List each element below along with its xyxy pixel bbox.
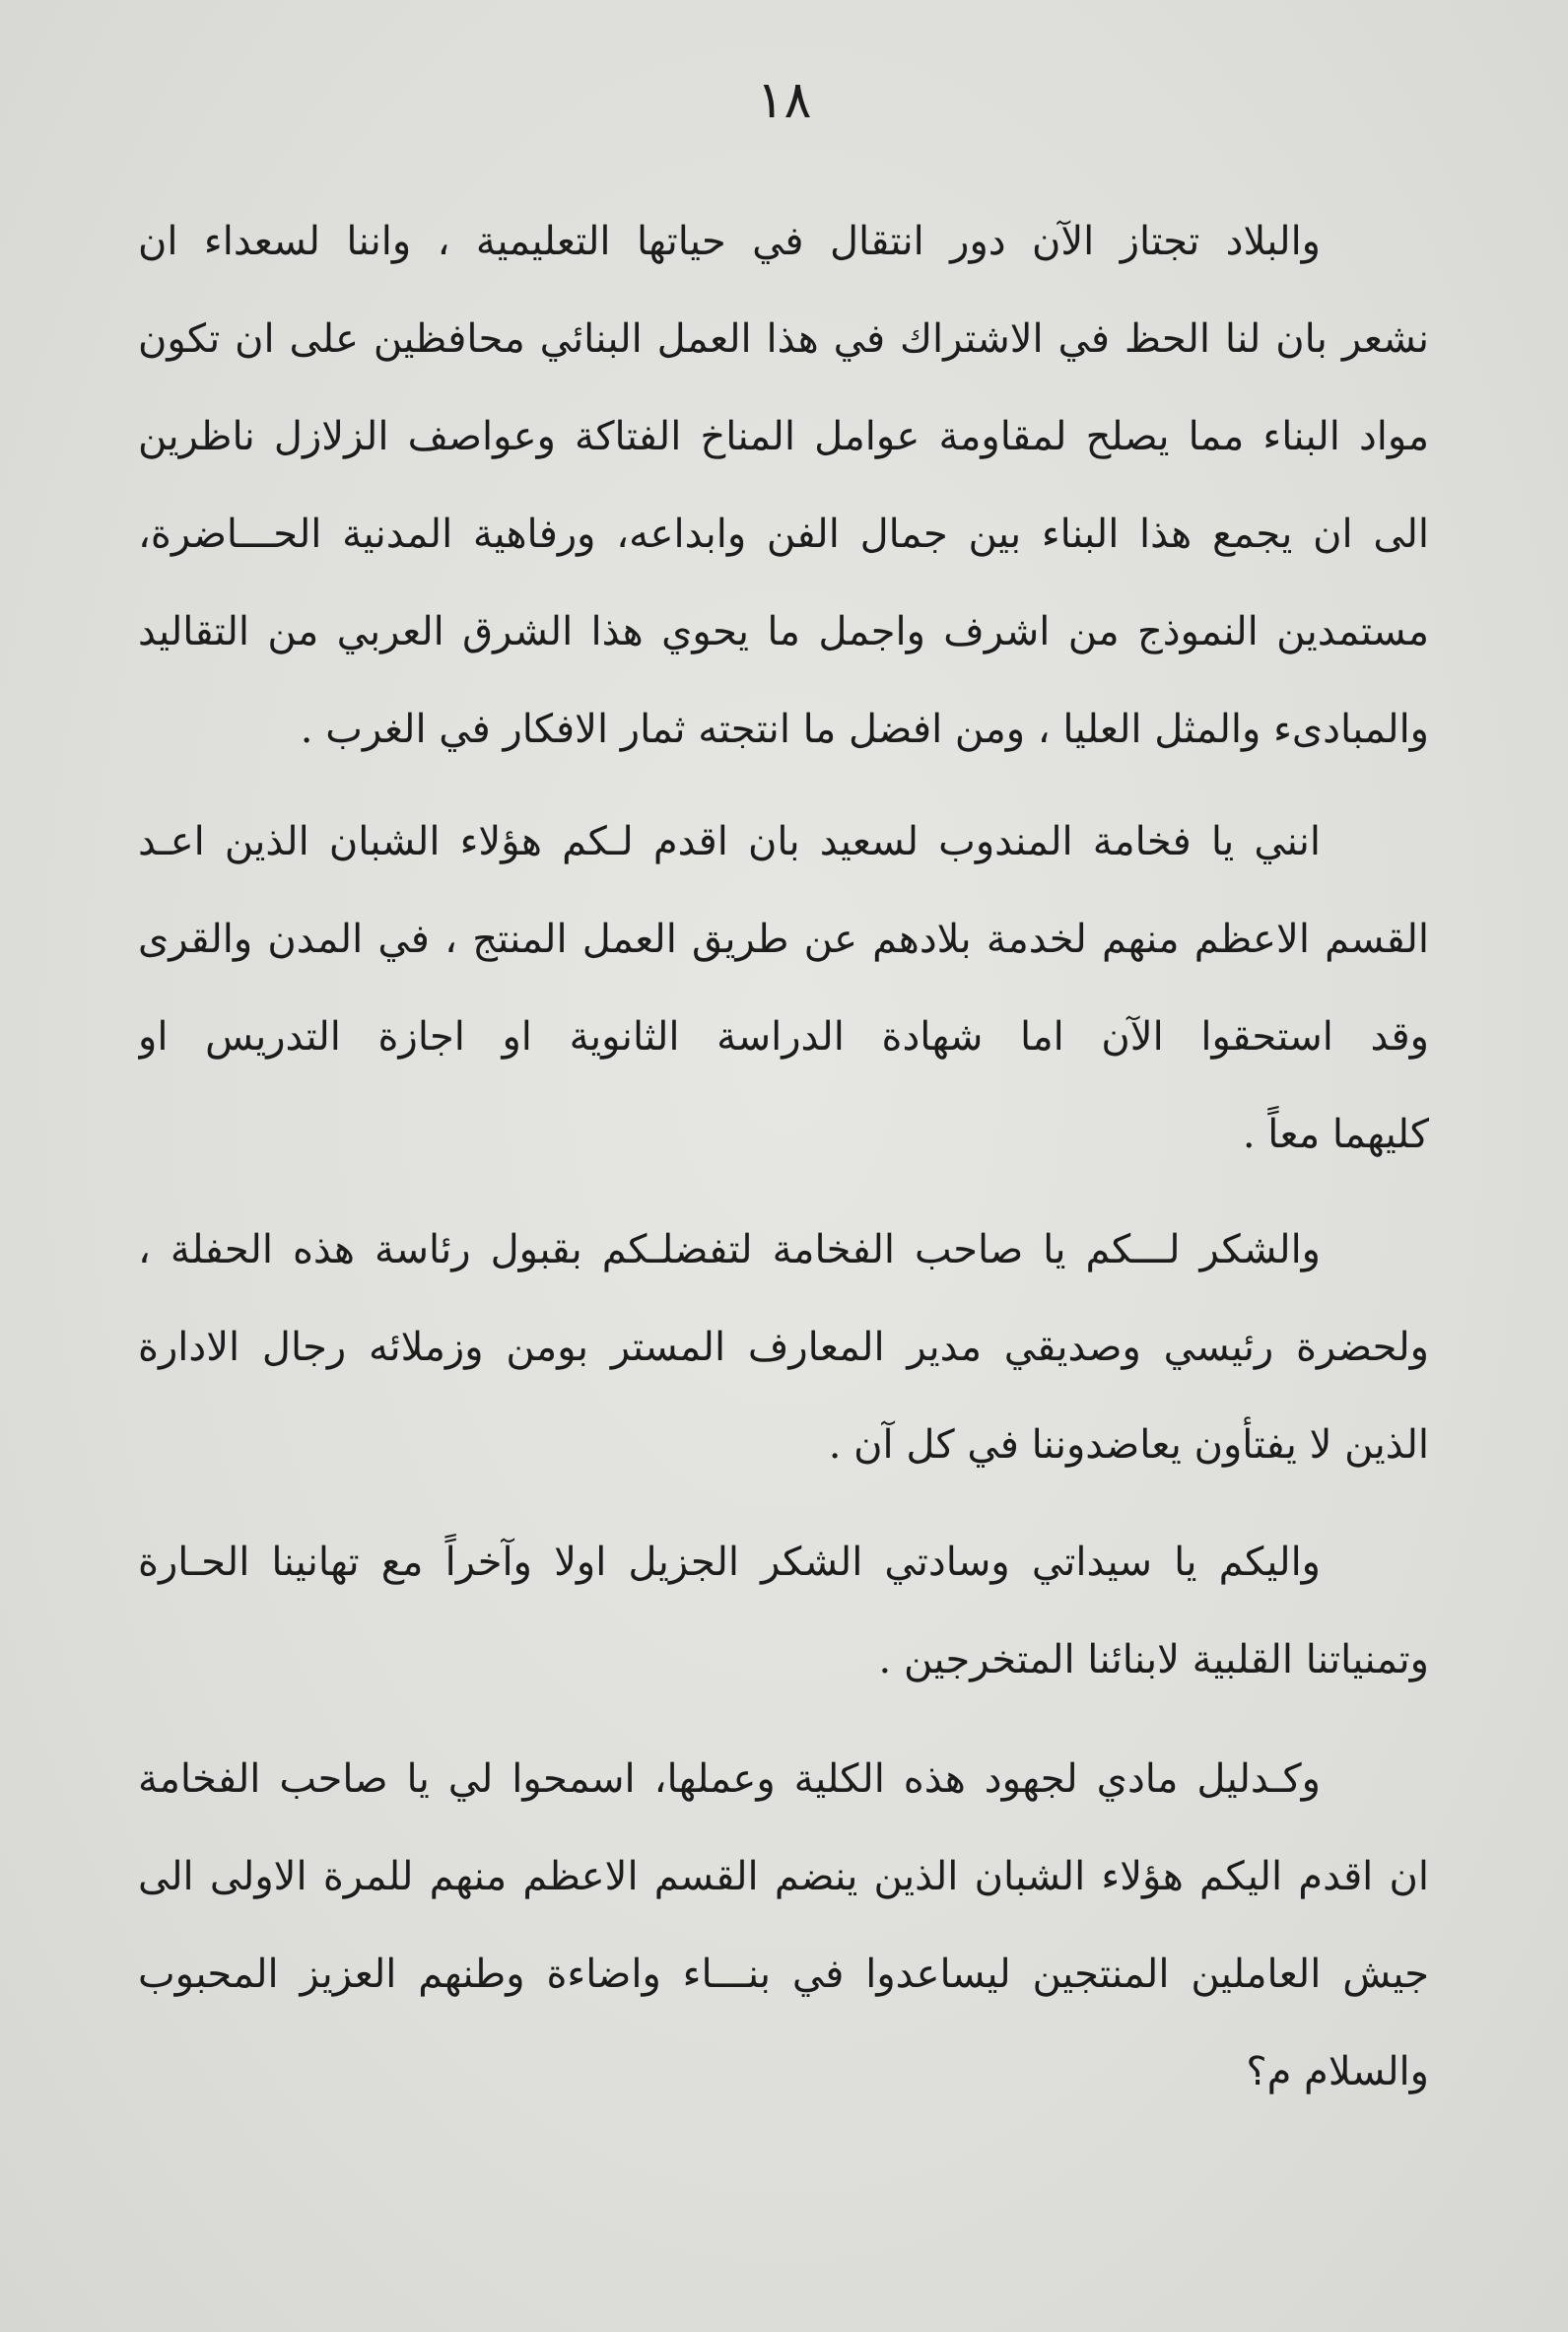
- text-line: مواد البناء مما يصلح لمقاومة عوامل المناخ الفتاكة وعواصف الزلازل ناظرين: [138, 414, 1429, 459]
- paragraph-5: [138, 1731, 1429, 2121]
- text-line: الذين لا يفتأون يعاضدوننا في كل آن .: [828, 1422, 1429, 1468]
- text-line: نشعر بان لنا الحظ في الاشتراك في هذا العمل البنائي محافظين على ان تكون: [138, 316, 1429, 362]
- text-line: وكـدليل مادي لجهود هذه الكلية وعملها، اسمحوا لي يا صاحب الفخامة: [138, 1756, 1321, 1802]
- paragraph-2: [138, 793, 1429, 1184]
- page-number: ١٨: [756, 71, 812, 130]
- text-line: والشكر لـــكم يا صاحب الفخامة لتفضلـكم بقبول رئاسة هذه الحفلة ،: [138, 1227, 1321, 1272]
- text-line: ان اقدم اليكم هؤلاء الشبان الذين ينضم القسم الاعظم منهم للمرة الاولى الى: [138, 1854, 1429, 1899]
- body-text: [138, 193, 1429, 2121]
- text-line: والبلاد تجتاز الآن دور انتقال في حياتها التعليمية ، واننا لسعداء ان: [138, 219, 1321, 264]
- text-line: والسلام م؟: [1246, 2049, 1429, 2094]
- text-line: الى ان يجمع هذا البناء بين جمال الفن وابداعه، ورفاهية المدنية الحـــاضرة،: [138, 512, 1429, 557]
- text-line: والمبادىء والمثل العليا ، ومن افضل ما انتجته ثمار الافكار في الغرب .: [300, 707, 1429, 752]
- text-line: كليهما معاً .: [1242, 1112, 1429, 1157]
- text-line: واليكم يا سيداتي وسادتي الشكر الجزيل اولا وآخراً مع تهانينا الحـارة: [138, 1540, 1321, 1585]
- paragraph-3: [138, 1201, 1429, 1494]
- text-line: جيش العاملين المنتجين ليساعدوا في بنـــاء واضاءة وطنهم العزيز المحبوب: [138, 1952, 1429, 1997]
- text-line: مستمدين النموذج من اشرف واجمل ما يحوي هذا الشرق العربي من التقاليد: [138, 609, 1429, 654]
- text-line: ولحضرة رئيسي وصديقي مدير المعارف المستر بومن وزملائه رجال الادارة: [138, 1325, 1429, 1370]
- text-line: وتمنياتنا القلبية لابنائنا المتخرجين .: [878, 1637, 1429, 1682]
- paragraph-1: [138, 193, 1429, 779]
- text-line: وقد استحقوا الآن اما شهادة الدراسة الثانوية او اجازة التدريس او: [138, 1014, 1429, 1060]
- paragraph-4: [138, 1514, 1429, 1709]
- text-line: القسم الاعظم منهم لخدمة بلادهم عن طريق العمل المنتج ، في المدن والقرى: [138, 917, 1429, 962]
- text-line: انني يا فخامة المندوب لسعيد بان اقدم لـكم هؤلاء الشبان الذين اعـد: [138, 819, 1321, 864]
